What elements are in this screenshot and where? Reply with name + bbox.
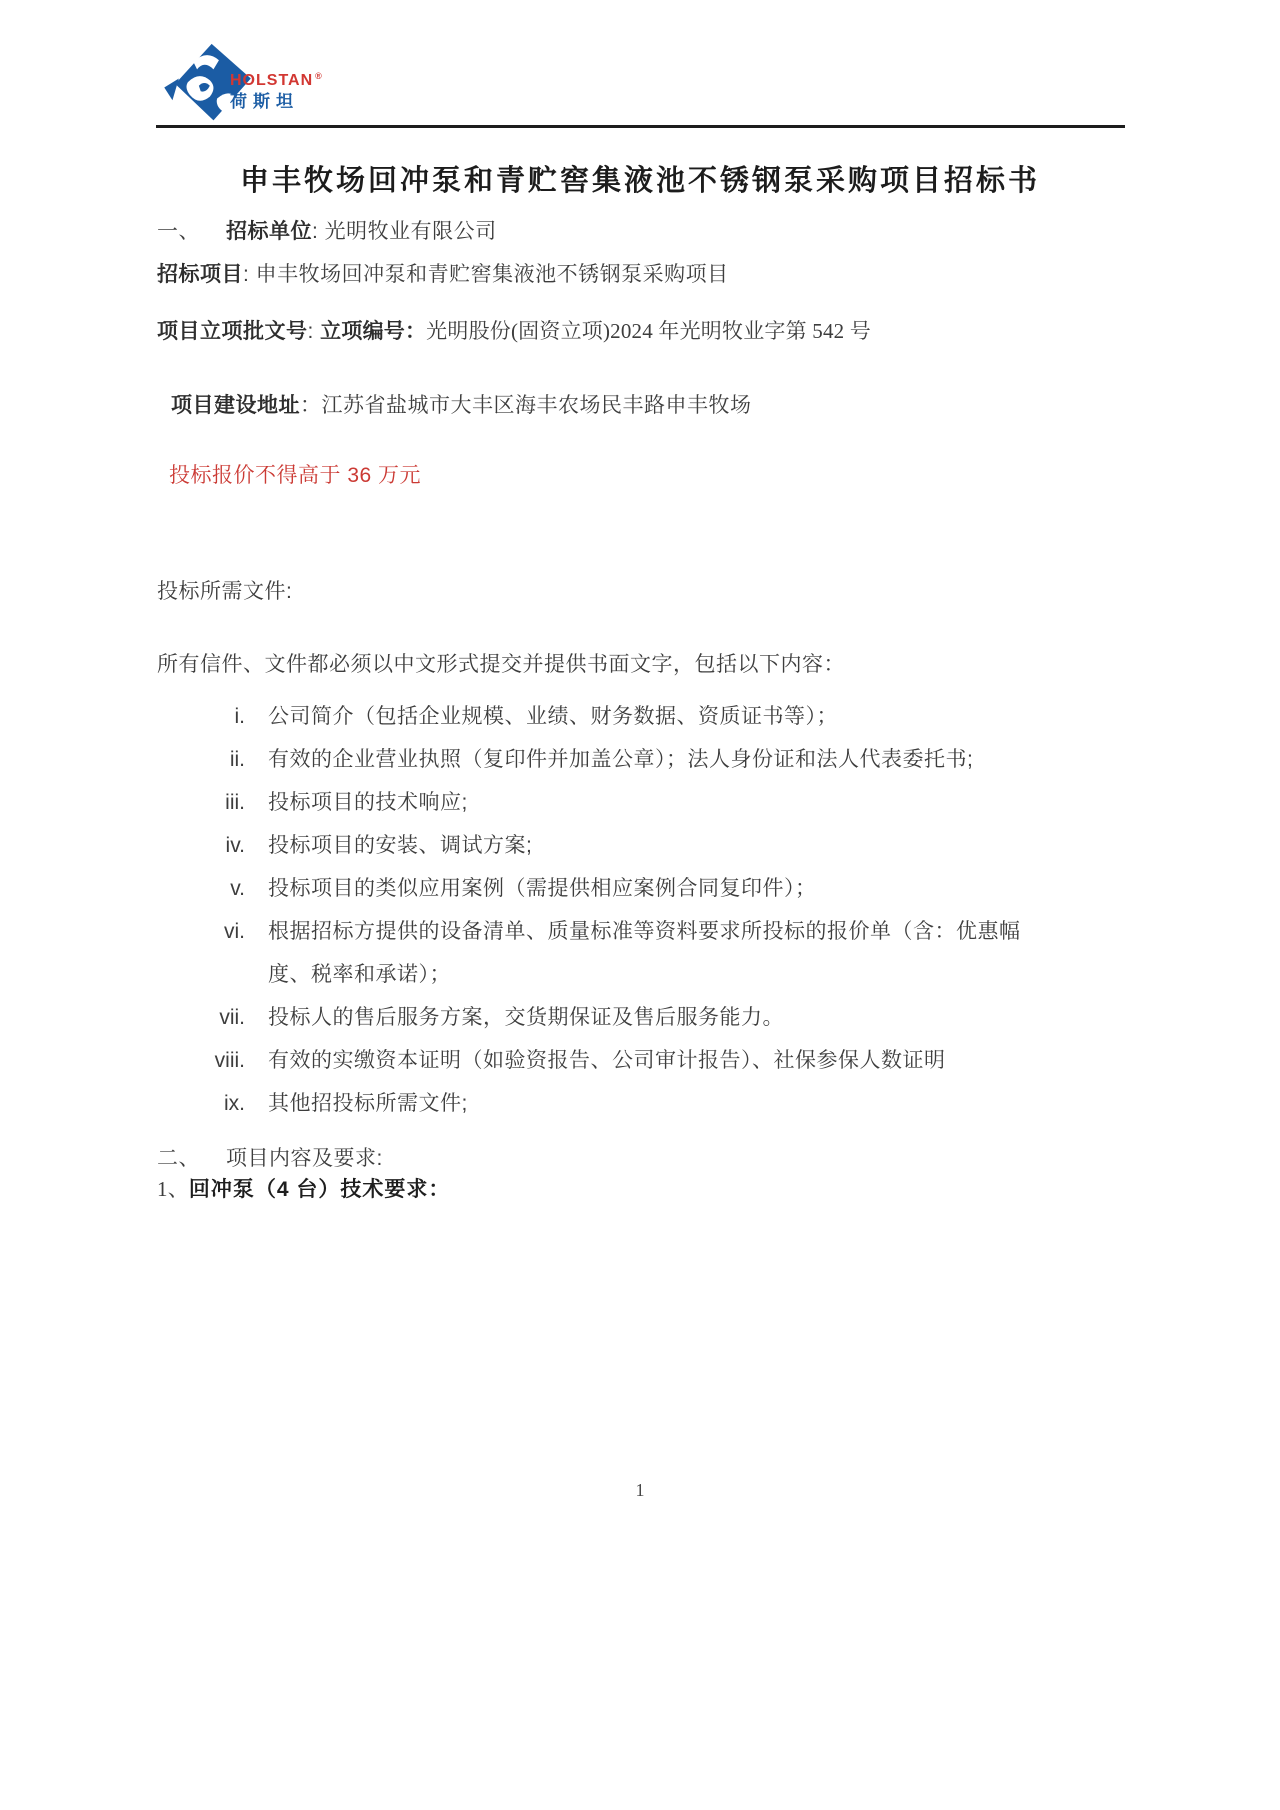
list-item — [157, 996, 1123, 1039]
tender-project-label: 招标项目 — [157, 263, 243, 286]
list-item-number: ix. — [224, 1092, 245, 1115]
tender-project-line — [157, 258, 729, 288]
list-item-number: viii. — [214, 1049, 245, 1072]
document-title: 申丰牧场回冲泵和青贮窖集液池不锈钢泵采购项目招标书 — [239, 165, 1040, 198]
list-item-text: 根据招标方提供的设备清单、质量标准等资料要求所投标的报价单（含：优惠幅度、税率和承诺）； — [268, 920, 1021, 986]
approval-label: 项目立项批文号 — [157, 320, 308, 343]
list-item — [157, 1082, 1123, 1125]
list-item-number: iii. — [225, 791, 245, 814]
project-address-line — [171, 389, 752, 419]
list-item-text: 公司简介（包括企业规模、业绩、财务数据、资质证书等）； — [268, 705, 838, 728]
logo-wordmark — [230, 72, 323, 111]
list-item — [157, 1039, 1123, 1082]
list-item-number: vi. — [224, 920, 245, 943]
approval-separator: : — [307, 320, 321, 343]
tender-unit-value: : 光明牧业有限公司 — [312, 220, 497, 243]
project-address-label: 项目建设地址 — [171, 394, 300, 417]
required-documents-heading: 投标所需文件: — [157, 580, 293, 603]
page-number: 1 — [635, 1480, 645, 1500]
list-item — [157, 738, 1123, 781]
list-item-number: iv. — [225, 834, 245, 857]
list-item-number: v. — [230, 877, 245, 900]
list-item-text: 投标项目的技术响应; — [268, 791, 468, 814]
list-item — [157, 910, 1123, 996]
list-item-number: ii. — [229, 748, 245, 771]
list-item-number: vii. — [219, 1006, 245, 1029]
approval-value: 光明股份(固资立项)2024 年光明牧业字第 542 号 — [426, 319, 872, 343]
price-limit-notice: 投标报价不得高于 36 万元 — [169, 464, 422, 487]
tender-project-value: : 申丰牧场回冲泵和青贮窖集液池不锈钢泵采购项目 — [243, 263, 729, 286]
list-item-number: i. — [234, 705, 245, 728]
section2-number: 二、 — [157, 1147, 200, 1170]
list-item-text: 投标项目的安装、调试方案; — [268, 834, 533, 857]
tender-unit-line — [157, 215, 497, 245]
registered-mark-icon: ® — [315, 71, 323, 81]
section2-heading-line — [157, 1143, 383, 1174]
list-item-text: 投标人的售后服务方案，交货期保证及售后服务能力。 — [268, 1006, 784, 1029]
list-item — [157, 867, 1123, 910]
list-item-text: 其他招投标所需文件; — [268, 1092, 468, 1115]
requirements-list — [157, 695, 1123, 1125]
approval-prefix: 立项编号： — [320, 319, 427, 343]
divider-rule — [156, 125, 1125, 128]
section1-number: 一、 — [157, 220, 200, 243]
subsection1-heading: 回冲泵（4 台）技术要求： — [188, 1178, 451, 1201]
company-logo — [160, 42, 323, 124]
list-item-text: 投标项目的类似应用案例（需提供相应案例合同复印件）； — [268, 877, 817, 900]
list-item-text: 有效的企业营业执照（复印件并加盖公章）；法人身份证和法人代表委托书; — [268, 748, 974, 771]
subsection1-number: 1、 — [157, 1177, 189, 1201]
list-item — [157, 781, 1123, 824]
brand-name-cn: 荷斯坦 — [230, 91, 299, 111]
project-address-value: ：江苏省盐城市大丰区海丰农场民丰路申丰牧场 — [300, 394, 752, 417]
approval-number-line — [157, 315, 871, 345]
documents-intro-text: 所有信件、文件都必须以中文形式提交并提供书面文字，包括以下内容： — [157, 653, 845, 676]
list-item — [157, 695, 1123, 738]
brand-name-en: HOLSTAN ® — [230, 71, 323, 89]
list-item — [157, 824, 1123, 867]
section2-heading: 项目内容及要求: — [226, 1147, 383, 1170]
list-item-text: 有效的实缴资本证明（如验资报告、公司审计报告）、社保参保人数证明 — [268, 1049, 946, 1072]
tender-unit-label: 招标单位 — [226, 220, 312, 243]
subsection1-heading-line — [157, 1173, 450, 1203]
